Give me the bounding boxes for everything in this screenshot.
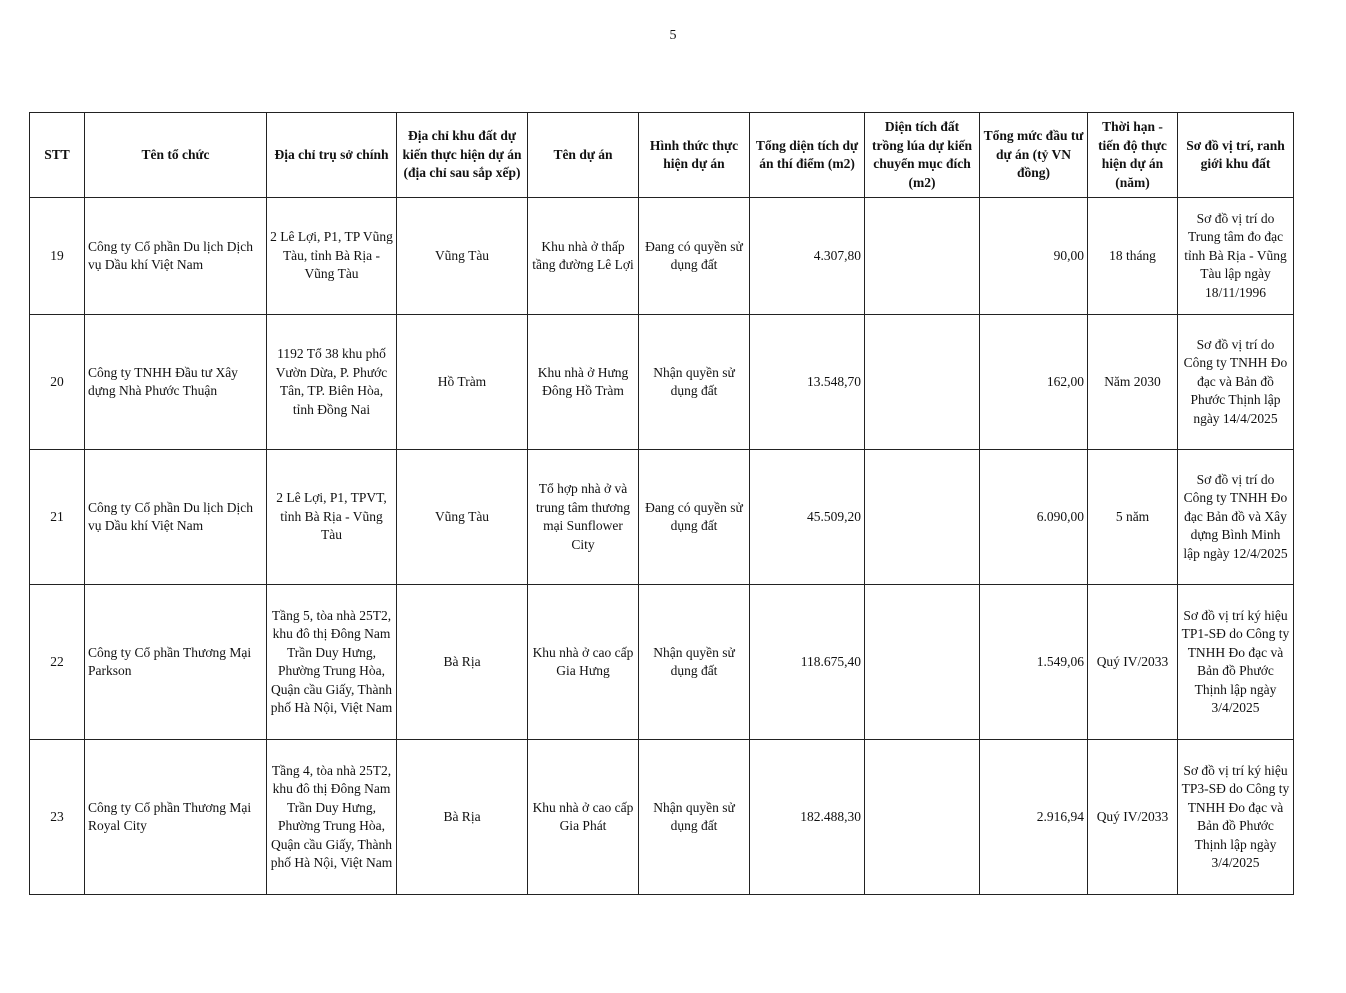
header-dia-chi-khu-dat: Địa chỉ khu đất dự kiến thực hiện dự án (địa chỉ sau sắp xếp) xyxy=(397,113,528,198)
cell-dien-tich-lua xyxy=(865,450,980,585)
cell-stt: 22 xyxy=(30,585,85,740)
cell-hinh-thuc: Nhận quyền sử dụng đất xyxy=(639,315,750,450)
cell-thoi-han: 18 tháng xyxy=(1088,198,1178,315)
cell-hinh-thuc: Nhận quyền sử dụng đất xyxy=(639,740,750,895)
project-table xyxy=(29,112,1294,895)
cell-thoi-han: Năm 2030 xyxy=(1088,315,1178,450)
cell-tong-muc-dau-tu: 1.549,06 xyxy=(980,585,1088,740)
header-ten-to-chuc: Tên tổ chức xyxy=(85,113,267,198)
header-tong-muc-dau-tu: Tổng mức đầu tư dự án (tỷ VN đồng) xyxy=(980,113,1088,198)
cell-tong-muc-dau-tu: 162,00 xyxy=(980,315,1088,450)
cell-tong-dien-tich: 4.307,80 xyxy=(750,198,865,315)
cell-tong-dien-tich: 13.548,70 xyxy=(750,315,865,450)
cell-ten-du-an: Tổ hợp nhà ở và trung tâm thương mại Sunflower City xyxy=(528,450,639,585)
cell-tong-dien-tich: 118.675,40 xyxy=(750,585,865,740)
cell-dia-chi-khu-dat: Vũng Tàu xyxy=(397,198,528,315)
table-row xyxy=(30,198,1294,315)
table-header-row xyxy=(30,113,1294,198)
table-row xyxy=(30,740,1294,895)
cell-ten-du-an: Khu nhà ở cao cấp Gia Hưng xyxy=(528,585,639,740)
cell-ten-to-chuc: Công ty Cổ phần Thương Mại Parkson xyxy=(85,585,267,740)
header-tong-dien-tich: Tổng diện tích dự án thí điểm (m2) xyxy=(750,113,865,198)
cell-so-do: Sơ đồ vị trí do Công ty TNHH Đo đạc và Bản đồ Phước Thịnh lập ngày 14/4/2025 xyxy=(1178,315,1294,450)
cell-dia-chi-khu-dat: Bà Rịa xyxy=(397,585,528,740)
cell-stt: 20 xyxy=(30,315,85,450)
cell-dien-tich-lua xyxy=(865,315,980,450)
cell-tong-muc-dau-tu: 6.090,00 xyxy=(980,450,1088,585)
cell-so-do: Sơ đồ vị trí ký hiệu TP3-SĐ do Công ty TNHH Đo đạc và Bản đồ Phước Thịnh lập ngày 3/4/2025 xyxy=(1178,740,1294,895)
header-ten-du-an: Tên dự án xyxy=(528,113,639,198)
cell-dia-chi-khu-dat: Hồ Tràm xyxy=(397,315,528,450)
header-dia-chi-tru-so: Địa chỉ trụ sở chính xyxy=(267,113,397,198)
cell-hinh-thuc: Đang có quyền sử dụng đất xyxy=(639,198,750,315)
cell-so-do: Sơ đồ vị trí ký hiệu TP1-SĐ do Công ty TNHH Đo đạc và Bản đồ Phước Thịnh lập ngày 3/4/2025 xyxy=(1178,585,1294,740)
header-hinh-thuc: Hình thức thực hiện dự án xyxy=(639,113,750,198)
cell-so-do: Sơ đồ vị trí do Công ty TNHH Đo đạc Bản đồ và Xây dựng Bình Minh lập ngày 12/4/2025 xyxy=(1178,450,1294,585)
cell-thoi-han: 5 năm xyxy=(1088,450,1178,585)
cell-hinh-thuc: Nhận quyền sử dụng đất xyxy=(639,585,750,740)
cell-ten-du-an: Khu nhà ở cao cấp Gia Phát xyxy=(528,740,639,895)
cell-ten-to-chuc: Công ty Cổ phần Du lịch Dịch vụ Dầu khí Việt Nam xyxy=(85,450,267,585)
table-row xyxy=(30,450,1294,585)
cell-tong-dien-tich: 45.509,20 xyxy=(750,450,865,585)
cell-thoi-han: Quý IV/2033 xyxy=(1088,585,1178,740)
cell-ten-du-an: Khu nhà ở thấp tầng đường Lê Lợi xyxy=(528,198,639,315)
cell-dia-chi-tru-so: 2 Lê Lợi, P1, TPVT, tỉnh Bà Rịa - Vũng Tàu xyxy=(267,450,397,585)
cell-dien-tich-lua xyxy=(865,585,980,740)
cell-tong-dien-tich: 182.488,30 xyxy=(750,740,865,895)
cell-dia-chi-khu-dat: Bà Rịa xyxy=(397,740,528,895)
cell-ten-to-chuc: Công ty Cổ phần Thương Mại Royal City xyxy=(85,740,267,895)
cell-ten-du-an: Khu nhà ở Hưng Đông Hồ Tràm xyxy=(528,315,639,450)
cell-dien-tich-lua xyxy=(865,740,980,895)
page-number: 5 xyxy=(669,28,677,43)
table-row xyxy=(30,585,1294,740)
cell-ten-to-chuc: Công ty TNHH Đầu tư Xây dựng Nhà Phước Thuận xyxy=(85,315,267,450)
cell-dia-chi-khu-dat: Vũng Tàu xyxy=(397,450,528,585)
cell-tong-muc-dau-tu: 2.916,94 xyxy=(980,740,1088,895)
cell-dia-chi-tru-so: Tầng 5, tòa nhà 25T2, khu đô thị Đông Nam Trần Duy Hưng, Phường Trung Hòa, Quận cầu Giấy, Thành phố Hà Nội, Việt Nam xyxy=(267,585,397,740)
cell-dia-chi-tru-so: 2 Lê Lợi, P1, TP Vũng Tàu, tỉnh Bà Rịa - Vũng Tàu xyxy=(267,198,397,315)
cell-dien-tich-lua xyxy=(865,198,980,315)
cell-dia-chi-tru-so: Tầng 4, tòa nhà 25T2, khu đô thị Đông Nam Trần Duy Hưng, Phường Trung Hòa, Quận cầu Giấy, Thành phố Hà Nội, Việt Nam xyxy=(267,740,397,895)
cell-so-do: Sơ đồ vị trí do Trung tâm đo đạc tỉnh Bà Rịa - Vũng Tàu lập ngày 18/11/1996 xyxy=(1178,198,1294,315)
cell-thoi-han: Quý IV/2033 xyxy=(1088,740,1178,895)
cell-ten-to-chuc: Công ty Cổ phần Du lịch Dịch vụ Dầu khí Việt Nam xyxy=(85,198,267,315)
cell-dia-chi-tru-so: 1192 Tổ 38 khu phố Vườn Dừa, P. Phước Tân, TP. Biên Hòa, tỉnh Đồng Nai xyxy=(267,315,397,450)
cell-hinh-thuc: Đang có quyền sử dụng đất xyxy=(639,450,750,585)
header-stt: STT xyxy=(30,113,85,198)
header-dien-tich-lua: Diện tích đất trồng lúa dự kiến chuyển mục đích (m2) xyxy=(865,113,980,198)
cell-stt: 21 xyxy=(30,450,85,585)
cell-tong-muc-dau-tu: 90,00 xyxy=(980,198,1088,315)
table-row xyxy=(30,315,1294,450)
cell-stt: 19 xyxy=(30,198,85,315)
cell-stt: 23 xyxy=(30,740,85,895)
header-thoi-han: Thời hạn - tiến độ thực hiện dự án (năm) xyxy=(1088,113,1178,198)
header-so-do: Sơ đồ vị trí, ranh giới khu đất xyxy=(1178,113,1294,198)
